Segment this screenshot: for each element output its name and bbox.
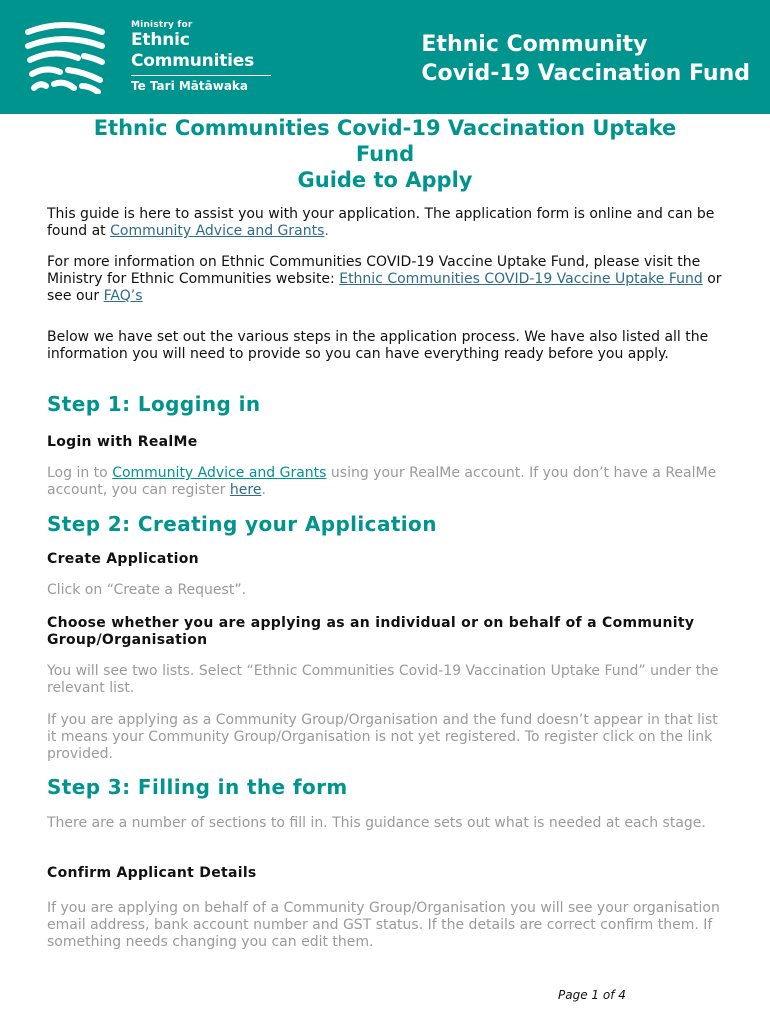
page-number: Page 1 of 4 bbox=[558, 988, 626, 1002]
step-2-heading: Step 2: Creating your Application bbox=[47, 512, 437, 536]
title-line-3: Guide to Apply bbox=[297, 168, 473, 192]
header-title-line-1: Ethnic Community bbox=[421, 32, 648, 57]
step-3-subheading-1: Confirm Applicant Details bbox=[47, 865, 257, 881]
title-line-2: Fund bbox=[355, 142, 415, 166]
info-mid-text: or see our bbox=[47, 271, 722, 304]
step-2-text-2: You will see two lists. Select “Ethnic Communities Covid-19 Vaccination Uptake Fund” under the relevant list. bbox=[47, 663, 719, 696]
title-line-1: Ethnic Communities Covid-19 Vaccination Uptake bbox=[93, 116, 677, 140]
header-title bbox=[421, 30, 750, 88]
intro-end: . bbox=[324, 223, 329, 239]
faq-link[interactable]: FAQ’s bbox=[103, 288, 143, 304]
step-1-text-b: using your RealMe account. If you don’t have a RealMe account, you can register bbox=[47, 465, 717, 498]
logo-divider bbox=[131, 75, 271, 76]
step-1-subheading: Login with RealMe bbox=[47, 434, 198, 450]
step-2-text-1: Click on “Create a Request”. bbox=[47, 582, 247, 598]
step-1-paragraph bbox=[47, 465, 727, 499]
header-title-line-2: Covid-19 Vaccination Fund bbox=[421, 61, 750, 86]
info-paragraph bbox=[47, 254, 727, 305]
below-paragraph: Below we have set out the various steps in the application process. We have also listed all the information you will need to provide so you can have everything ready before you apply. bbox=[47, 329, 709, 362]
step-2-subheading-2: Choose whether you are applying as an individual or on behalf of a Community Group/Organisation bbox=[47, 615, 695, 648]
step-2-text-3: If you are applying as a Community Group/Organisation and the fund doesn’t appear in that list it means your Community Group/Organisation is not yet registered. To register click on the link provided. bbox=[47, 712, 718, 762]
fund-website-link[interactable]: Ethnic Communities COVID-19 Vaccine Uptake Fund bbox=[339, 271, 703, 287]
step-1-text-a: Log in to bbox=[47, 465, 113, 481]
step-1-text-c: . bbox=[261, 482, 266, 498]
community-grants-login-link[interactable]: Community Advice and Grants bbox=[112, 465, 327, 481]
step-3-text-2: If you are applying on behalf of a Community Group/Organisation you will see your organisation email address, bank account number and GST status. If the details are correct confirm them. If something needs changing you can edit them. bbox=[47, 900, 720, 950]
logo-line-2: Communities bbox=[131, 51, 255, 71]
step-3-heading: Step 3: Filling in the form bbox=[47, 775, 348, 799]
page-header bbox=[0, 0, 770, 114]
community-grants-link[interactable]: Community Advice and Grants bbox=[110, 223, 325, 239]
step-3-text-1: There are a number of sections to fill in. This guidance sets out what is needed at each stage. bbox=[47, 815, 706, 831]
document-title bbox=[40, 115, 730, 193]
step-2-subheading-1: Create Application bbox=[47, 551, 199, 567]
logo-small-text: Ministry for bbox=[131, 20, 193, 30]
register-here-link[interactable]: here bbox=[229, 482, 262, 498]
info-text: For more information on Ethnic Communities COVID-19 Vaccine Uptake Fund, please visit the Ministry for Ethnic Communities website: bbox=[47, 254, 701, 287]
logo-subtitle: Te Tari Mātāwaka bbox=[131, 79, 248, 93]
intro-paragraph bbox=[47, 206, 727, 240]
logo-line-1: Ethnic bbox=[131, 30, 190, 50]
step-1-heading: Step 1: Logging in bbox=[47, 392, 261, 416]
logo-wordmark bbox=[131, 20, 271, 93]
intro-text: This guide is here to assist you with your application. The application form is online and can be found at bbox=[47, 206, 715, 239]
ministry-logo-icon bbox=[24, 22, 106, 94]
